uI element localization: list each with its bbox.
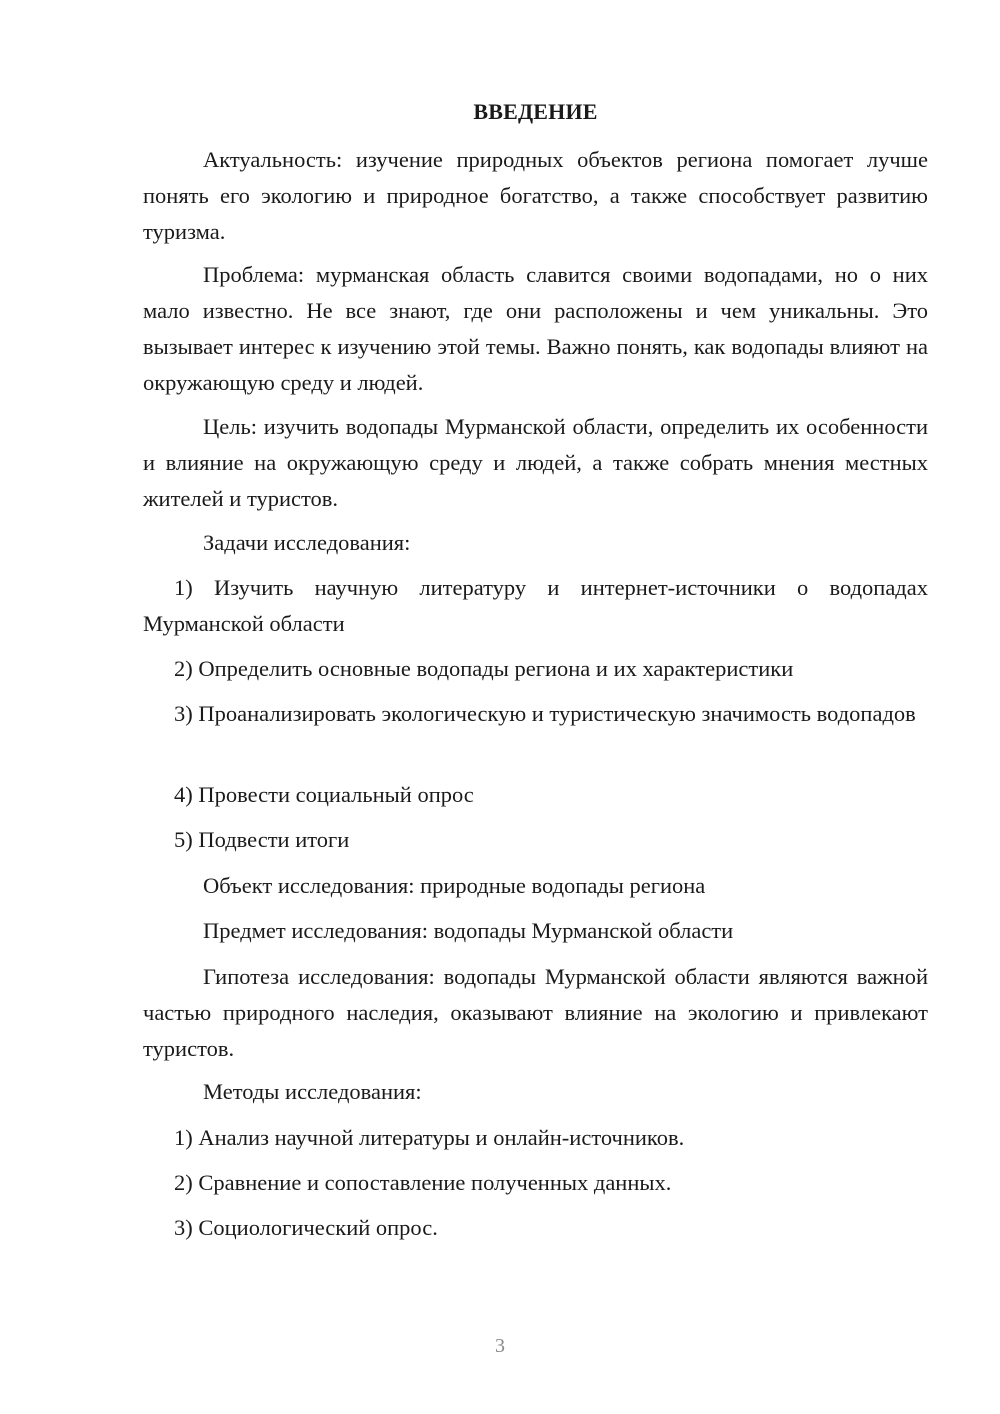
- paragraph-object: Объект исследования: природные водопады региона: [203, 873, 706, 898]
- methods-heading: Методы исследования:: [203, 1079, 422, 1104]
- paragraph-hypothesis: Гипотеза исследования: водопады Мурманской области являются важной частью природного наследия, оказывают влияние на экологию и привлекают туристов.: [143, 964, 928, 1061]
- paragraph-relevance: Актуальность: изучение природных объектов региона помогает лучше понять его экологию и природное богатство, а также способствует развитию туризма.: [143, 147, 928, 244]
- paragraph-goal: Цель: изучить водопады Мурманской области, определить их особенности и влияние на окружающую среду и людей, а также собрать мнения местных жителей и туристов.: [143, 414, 928, 511]
- task-item: 2) Определить основные водопады региона и их характеристики: [174, 656, 794, 681]
- task-item: 3) Проанализировать экологическую и туристическую значимость водопадов: [174, 701, 916, 726]
- task-item: 5) Подвести итоги: [174, 827, 350, 852]
- paragraph-subject: Предмет исследования: водопады Мурманской области: [203, 918, 734, 943]
- page-number: 3: [495, 1335, 505, 1357]
- document-page: [143, 0, 928, 1414]
- method-item: 1) Анализ научной литературы и онлайн-источников.: [174, 1125, 685, 1150]
- method-item: 3) Социологический опрос.: [174, 1215, 438, 1240]
- task-item: 4) Провести социальный опрос: [174, 782, 474, 807]
- task-item: 1) Изучить научную литературу и интернет-источники о водопадах Мурманской области: [143, 575, 928, 636]
- section-title: ВВЕДЕНИЕ: [473, 99, 598, 124]
- method-item: 2) Сравнение и сопоставление полученных данных.: [174, 1170, 672, 1195]
- paragraph-problem: Проблема: мурманская область славится своими водопадами, но о них мало известно. Не все знают, где они расположены и чем уникальны. Это вызывает интерес к изучению этой темы. Важно понять, как водопады влияют на окружающую среду и людей.: [143, 262, 928, 395]
- tasks-heading: Задачи исследования:: [203, 530, 411, 555]
